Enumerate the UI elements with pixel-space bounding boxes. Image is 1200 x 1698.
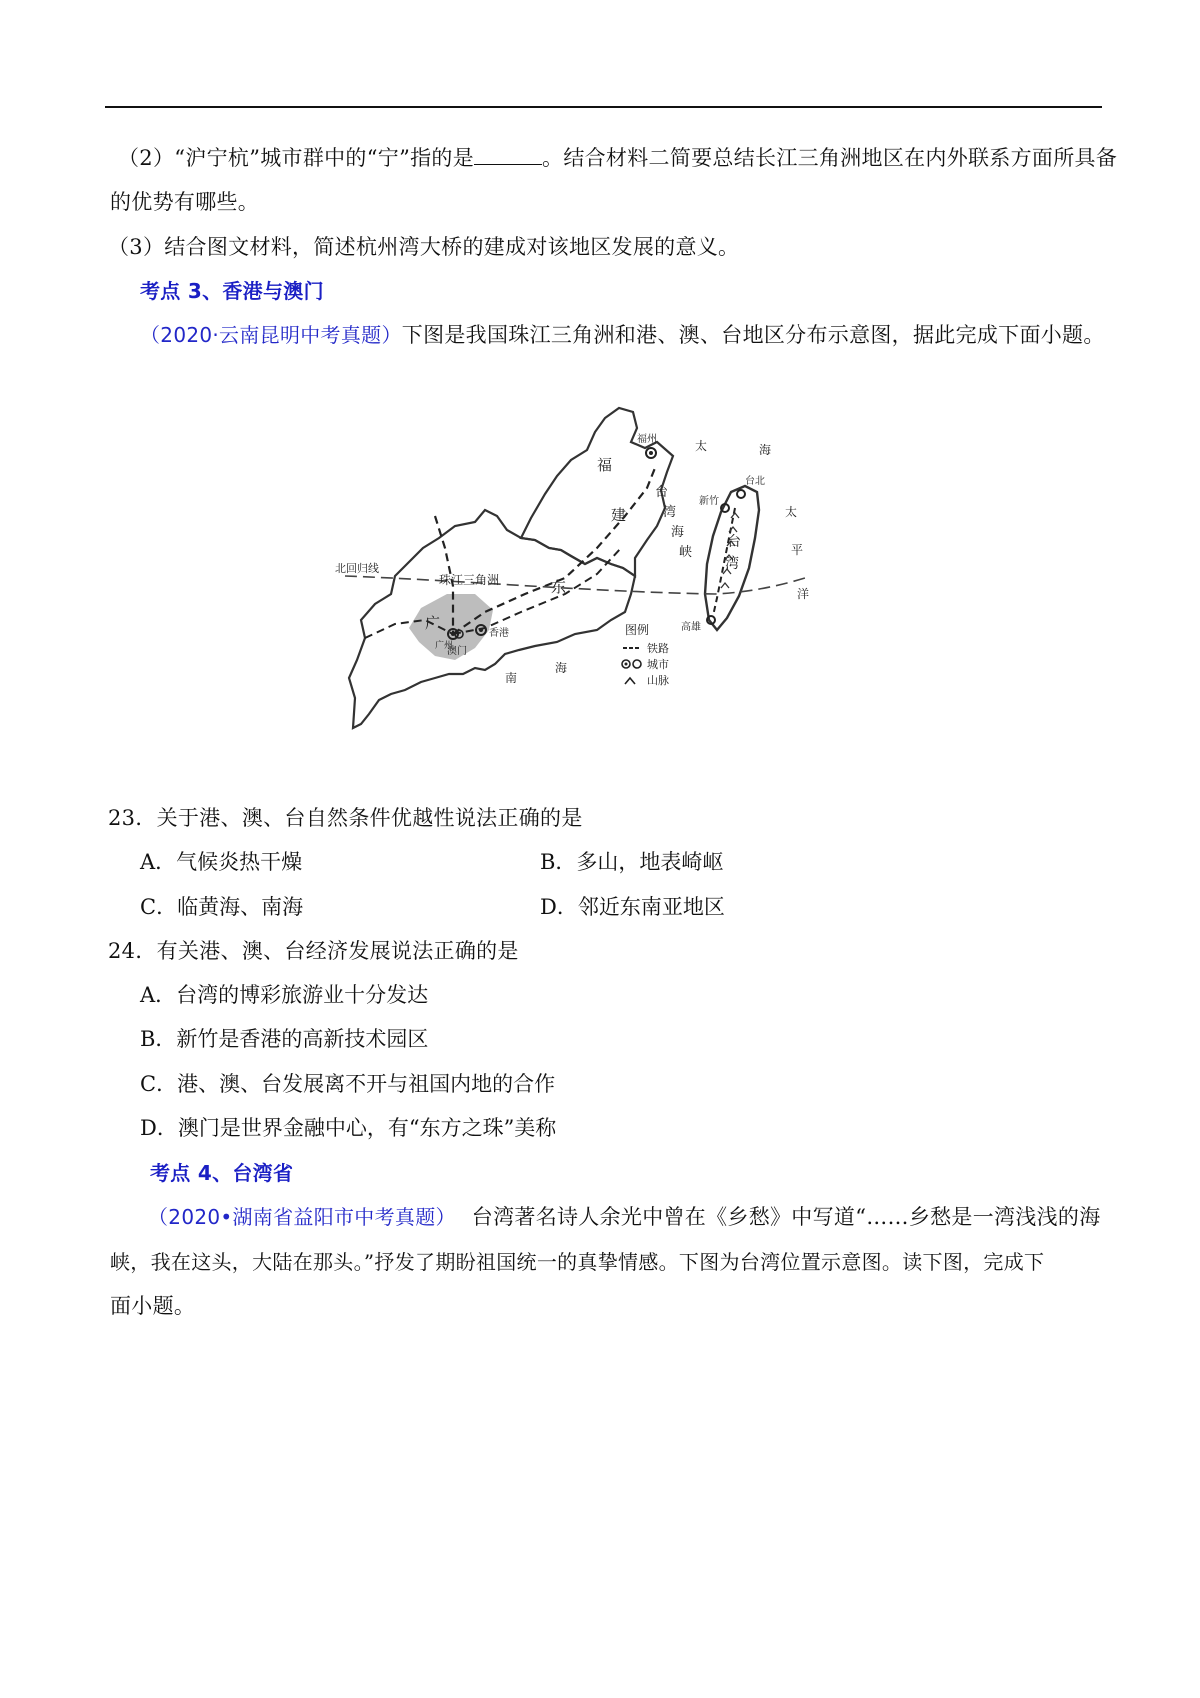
section-4-intro-line1 [148, 1203, 1101, 1231]
prd-hk-macau-taiwan-map [335, 398, 865, 790]
section-heading-4: 考点 4、台湾省 [150, 1161, 294, 1185]
map-label-tropic: 北回归线 [335, 562, 379, 575]
legend-title: 图例 [625, 623, 650, 637]
section-4-intro-line2: 峡，我在这头，大陆在那头。”抒发了期盼祖国统一的真挚情感。下图为台湾位置示意图。读下图，完成下 [110, 1250, 1045, 1274]
header-rule [105, 106, 1102, 108]
map-legend [622, 622, 669, 687]
section-3-intro [140, 321, 1105, 349]
guangdong-boundary [349, 510, 635, 728]
source-citation: （2020•湖南省益阳市中考真题） [148, 1205, 456, 1229]
map-label-east-sea: 海 [759, 443, 772, 457]
legend-railway: 铁路 [647, 642, 669, 655]
map-label-fuzhou: 福州 [637, 434, 657, 445]
map-label-fujian: 福 [597, 456, 613, 474]
map-label-strait: 峡 [679, 545, 693, 560]
map-label-pacific: 太 [785, 505, 798, 519]
question-23-stem: 23．关于港、澳、台自然条件优越性说法正确的是 [108, 806, 583, 830]
taiwan-mountains [721, 513, 739, 588]
question-text: （2）“沪宁杭”城市群中的“宁”指的是 [118, 146, 475, 170]
map-label-pacific: 洋 [797, 587, 810, 601]
map-label-taiwan: 湾 [725, 556, 739, 572]
taibei-marker [737, 490, 745, 498]
intro-text: 台湾著名诗人余光中曾在《乡愁》中写道“……乡愁是一湾浅浅的海 [471, 1205, 1101, 1229]
section-heading-3: 考点 3、香港与澳门 [140, 279, 324, 303]
map-svg [335, 398, 865, 790]
question-part-2-line2: 的优势有哪些。 [110, 190, 260, 214]
map-label-strait: 海 [671, 525, 685, 540]
map-label-strait: 湾 [663, 505, 677, 520]
question-23-option-c[interactable]: C．临黄海、南海 [140, 895, 304, 919]
source-citation: （2020·云南昆明中考真题） [140, 323, 402, 347]
question-part-2-line1 [118, 144, 1117, 172]
tropic-of-cancer [345, 576, 805, 594]
question-24-option-c[interactable]: C．港、澳、台发展离不开与祖国内地的合作 [140, 1072, 556, 1096]
map-label-fujian: 建 [611, 506, 627, 524]
question-23-option-d[interactable]: D．邻近东南亚地区 [540, 895, 725, 919]
map-label-aomen: 澳门 [447, 646, 467, 657]
section-4-intro-line3: 面小题。 [110, 1294, 196, 1318]
map-label-taibei: 台北 [745, 476, 765, 487]
map-label-nanhai: 南 [505, 671, 518, 685]
question-24-stem: 24．有关港、澳、台经济发展说法正确的是 [108, 939, 519, 963]
question-24-option-a[interactable]: A．台湾的博彩旅游业十分发达 [140, 983, 429, 1007]
map-label-guang: 广 [425, 614, 441, 632]
map-label-xianggang: 香港 [489, 628, 509, 639]
legend-mountain: 山脉 [647, 674, 669, 687]
map-label-prd: 珠江三角洲 [439, 573, 500, 587]
question-24-option-b[interactable]: B．新竹是香港的高新技术园区 [140, 1027, 429, 1051]
legend-city: 城市 [647, 658, 669, 671]
question-23-option-a[interactable]: A．气候炎热干燥 [140, 850, 303, 874]
map-label-dong: 东 [551, 578, 567, 596]
question-text: 。结合材料二简要总结长江三角洲地区在内外联系方面所具备 [542, 146, 1118, 170]
map-label-strait: 台 [655, 485, 669, 500]
map-label-east-sea: 太 [695, 439, 708, 453]
map-label-pacific: 平 [791, 543, 804, 557]
map-label-taiwan: 台 [727, 534, 741, 550]
map-label-guangzhou: 广州 [435, 641, 454, 651]
map-label-xinzhu: 新竹 [699, 496, 719, 507]
question-23-option-b[interactable]: B．多山，地表崎岖 [540, 850, 724, 874]
question-part-3: （3）结合图文材料，简述杭州湾大桥的建成对该地区发展的意义。 [108, 235, 740, 259]
map-label-gaoxiong: 高雄 [681, 622, 701, 633]
question-24-option-d[interactable]: D．澳门是世界金融中心，有“东方之珠”美称 [140, 1116, 557, 1140]
map-label-nanhai: 海 [555, 661, 568, 675]
answer-blank [474, 144, 542, 165]
intro-text: 下图是我国珠江三角洲和港、澳、台地区分布示意图，据此完成下面小题。 [401, 323, 1105, 347]
